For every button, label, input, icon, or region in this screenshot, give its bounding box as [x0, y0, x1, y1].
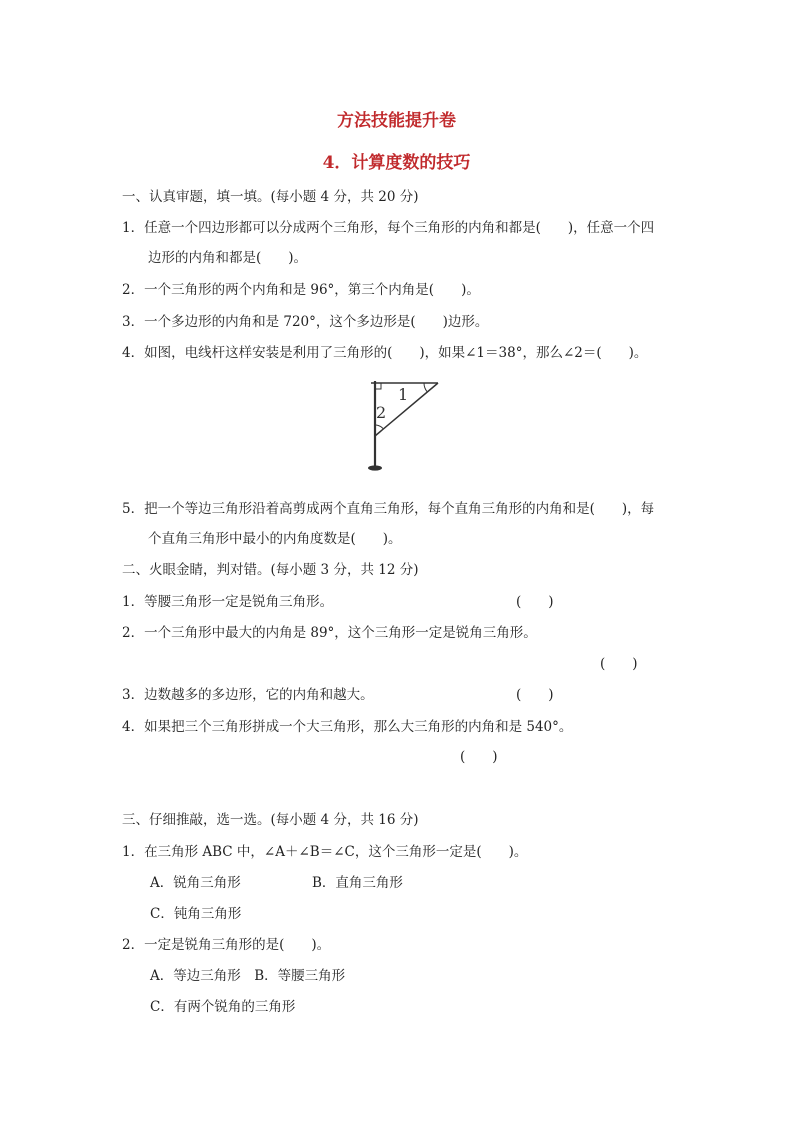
section3-q2-option-c: C．有两个锐角的三角形	[150, 999, 296, 1015]
section3-q1-option-b: B．直角三角形	[312, 875, 403, 891]
section3-heading: 三、仔细推敲，选一选。(每小题 4 分，共 16 分)	[122, 812, 419, 828]
page-subtitle: 4．计算度数的技巧	[322, 153, 471, 173]
section2-q2: 2．一个三角形中最大的内角是 89°，这个三角形一定是锐角三角形。	[122, 625, 537, 641]
section2-q4-answer: ( )	[460, 749, 498, 765]
section1-q1-line2: 边形的内角和都是( )。	[148, 250, 308, 266]
angle2-arc	[375, 425, 383, 429]
section2-q3-answer: ( )	[516, 687, 554, 703]
section3-q2-option-ab: A．等边三角形 B．等腰三角形	[150, 968, 346, 984]
section2-q3: 3．边数越多的多边形，它的内角和越大。	[122, 687, 374, 703]
utility-pole-figure	[360, 376, 442, 474]
section2-q4: 4．如果把三个三角形拼成一个大三角形，那么大三角形的内角和是 540°。	[122, 719, 573, 735]
section3-q1-option-c: C．钝角三角形	[150, 906, 242, 922]
section1-q5-line1: 5．把一个等边三角形沿着高剪成两个直角三角形，每个直角三角形的内角和是( )，每	[122, 501, 655, 517]
angle1-label: 1	[398, 385, 409, 404]
section2-q2-answer: ( )	[600, 656, 638, 672]
section1-q3: 3．一个多边形的内角和是 720°，这个多边形是( )边形。	[122, 314, 489, 330]
angle1-arc	[424, 383, 427, 392]
pole-base	[368, 465, 382, 470]
section1-q2: 2．一个三角形的两个内角和是 96°，第三个内角是( )。	[122, 282, 480, 298]
section1-q4: 4．如图，电线杆这样安装是利用了三角形的( )，如果∠1＝38°，那么∠2＝( )。	[122, 345, 648, 361]
section2-heading: 二、火眼金睛，判对错。(每小题 3 分，共 12 分)	[122, 562, 419, 578]
section2-q1-answer: ( )	[516, 594, 554, 610]
section1-heading: 一、认真审题，填一填。(每小题 4 分，共 20 分)	[122, 189, 419, 205]
section2-q1: 1．等腰三角形一定是锐角三角形。	[122, 594, 334, 610]
section3-q1: 1．在三角形 ABC 中，∠A＋∠B＝∠C，这个三角形一定是( )。	[122, 844, 528, 860]
page-title: 方法技能提升卷	[337, 111, 456, 131]
section1-q1-line1: 1．任意一个四边形都可以分成两个三角形，每个三角形的内角和都是( )，任意一个四	[122, 220, 655, 236]
angle2-label: 2	[376, 403, 387, 422]
section3-q2: 2．一定是锐角三角形的是( )。	[122, 937, 331, 953]
section3-q1-option-a: A．锐角三角形	[150, 875, 241, 891]
section1-q5-line2: 个直角三角形中最小的内角度数是( )。	[148, 531, 402, 547]
